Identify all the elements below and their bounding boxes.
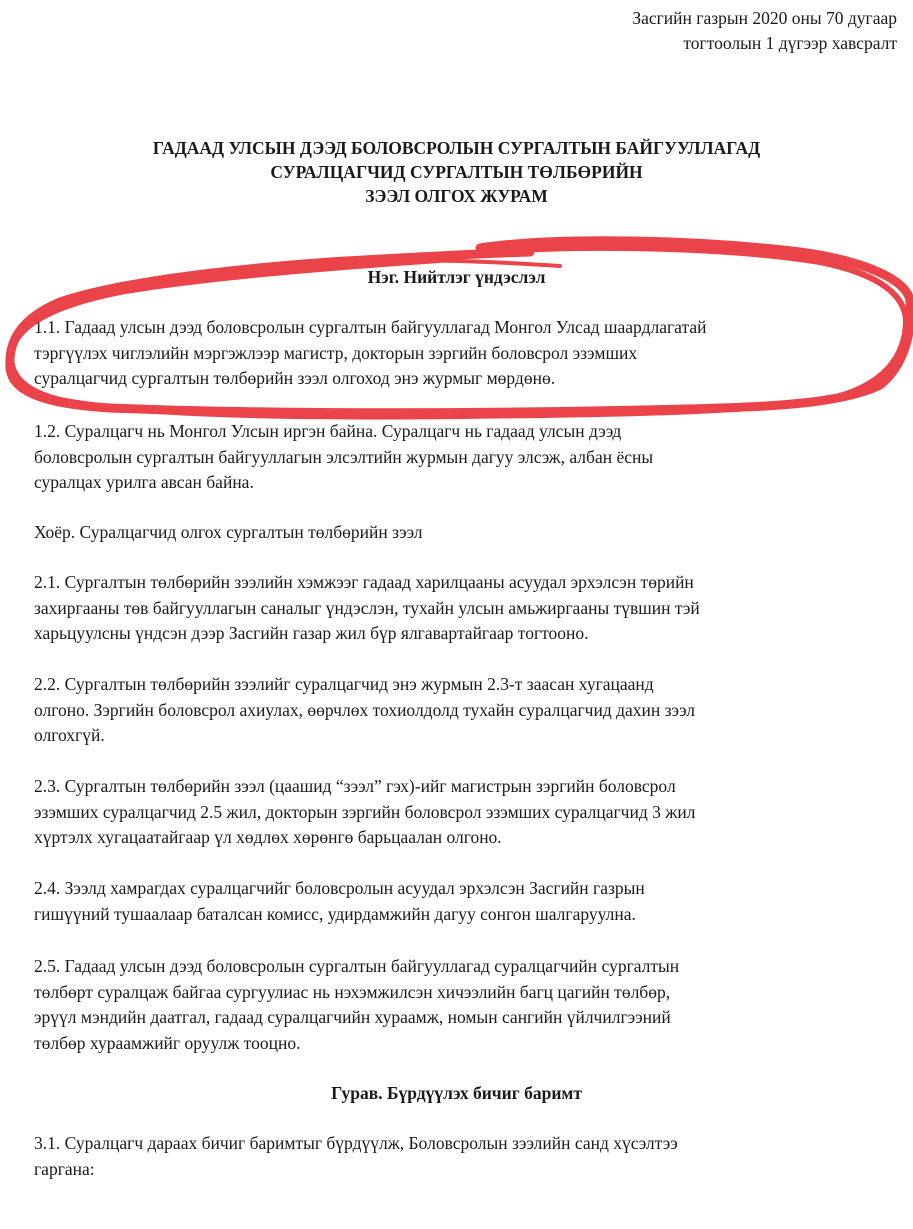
paragraph-line: 2.5. Гадаад улсын дээд боловсролын сургалтын байгууллагад суралцагчийн сургалтын xyxy=(34,956,680,976)
paragraph-line: олгоно. Зэргийн боловсрол ахиулах, өөрчлөх тохиолдолд тухайн суралцагчид дахин зээл xyxy=(34,699,696,720)
section-3-heading: Гурав. Бүрдүүлэх бичиг баримт xyxy=(331,1083,582,1103)
paragraph-2-2 xyxy=(34,672,894,749)
paragraph-line: эзэмших суралцагчид 2.5 жил, докторын зэргийн боловсрол эзэмших суралцагчид 3 жил xyxy=(34,801,696,822)
appendix-note-line-1: Засгийн газрын 2020 оны 70 дугаар xyxy=(632,8,897,28)
paragraph-line: эрүүл мэндийн даатгал, гадаад суралцагчийн хураамж, номын сангийн үйлчилгээний xyxy=(34,1007,671,1027)
section-2-heading: Хоёр. Суралцагчид олгох сургалтын төлбөрийн зээл xyxy=(34,522,423,542)
paragraph-2-1 xyxy=(34,570,894,647)
paragraph-2-4 xyxy=(34,876,894,927)
paragraph-line: 2.1. Сургалтын төлбөрийн зээлийн хэмжээг гадаад харилцааны асуудал эрхэлсэн төрийн xyxy=(34,572,694,592)
paragraph-line: төлбөр хураамжийг оруулж тооцно. xyxy=(34,1032,301,1053)
paragraph-line: олгохгүй. xyxy=(34,725,105,745)
paragraph-line: тэргүүлэх чиглэлийн мэргэжлээр магистр, докторын зэргийн боловсрол эзэмших xyxy=(34,342,638,363)
paragraph-2-3 xyxy=(34,774,894,851)
paragraph-line: гишүүний тушаалаар баталсан комисс, удирдамжийн дагуу сонгон шалгаруулна. xyxy=(34,903,636,924)
paragraph-2-5 xyxy=(34,954,894,1056)
appendix-note xyxy=(477,6,897,56)
paragraph-line: 2.2. Сургалтын төлбөрийн зээлийг суралцагчид энэ журмын 2.3-т заасан хугацаанд xyxy=(34,674,654,694)
title-line-2: СУРАЛЦАГЧИД СУРГАЛТЫН ТӨЛБӨРИЙН xyxy=(270,162,643,182)
paragraph-1-2 xyxy=(34,419,894,496)
paragraph-line: 2.4. Зээлд хамрагдах суралцагчийг боловсролын асуудал эрхэлсэн Засгийн газрын xyxy=(34,878,645,898)
paragraph-1-1 xyxy=(34,315,894,392)
paragraph-line: боловсролын сургалтын байгууллагын элсэлтийн журмын дагуу элсэж, албан ёсны xyxy=(34,446,654,467)
title-line-3: ЗЭЭЛ ОЛГОХ ЖУРАМ xyxy=(365,186,548,206)
title-line-1: ГАДААД УЛСЫН ДЭЭД БОЛОВСРОЛЫН СУРГАЛТЫН БАЙГУУЛЛАГАД xyxy=(152,138,761,158)
paragraph-line: хүртэлх хугацаатайгаар үл хөдлөх хөрөнгө барьцаалан олгоно. xyxy=(34,827,502,847)
paragraph-line: харьцуулсны үндсэн дээр Засгийн газар жил бүр ялгавартайгаар тогтооно. xyxy=(34,623,589,643)
appendix-note-line-2: тогтоолын 1 дүгээр хавсралт xyxy=(683,33,897,53)
paragraph-line: суралцах урилга авсан байна. xyxy=(34,472,254,492)
section-1-heading: Нэг. Нийтлэг үндэслэл xyxy=(367,267,546,287)
paragraph-3-1 xyxy=(34,1131,894,1182)
document-title xyxy=(0,136,913,208)
paragraph-line: төлбөрт суралцаж байгаа сургуулиас нь нэхэмжилсэн хичээлийн багц цагийн төлбөр, xyxy=(34,981,671,1002)
paragraph-line: 3.1. Суралцагч дараах бичиг баримтыг бүрдүүлж, Боловсролын зээлийн санд хүсэлтээ xyxy=(34,1133,678,1153)
paragraph-line: 2.3. Сургалтын төлбөрийн зээл (цаашид “зээл” гэх)-ийг магистрын зэргийн боловсрол xyxy=(34,776,676,796)
paragraph-line: 1.1. Гадаад улсын дээд боловсролын сургалтын байгууллагад Монгол Улсад шаардлагатай xyxy=(34,317,707,337)
paragraph-line: 1.2. Суралцагч нь Монгол Улсын иргэн байна. Суралцагч нь гадаад улсын дээд xyxy=(34,421,622,441)
paragraph-line: захиргааны төв байгууллагын саналыг үндэслэн, тухайн улсын амьжиргааны түвшин тэй xyxy=(34,597,700,618)
paragraph-line: суралцагчид сургалтын төлбөрийн зээл олгоход энэ журмыг мөрдөнө. xyxy=(34,368,556,388)
paragraph-line: гаргана: xyxy=(34,1158,95,1179)
